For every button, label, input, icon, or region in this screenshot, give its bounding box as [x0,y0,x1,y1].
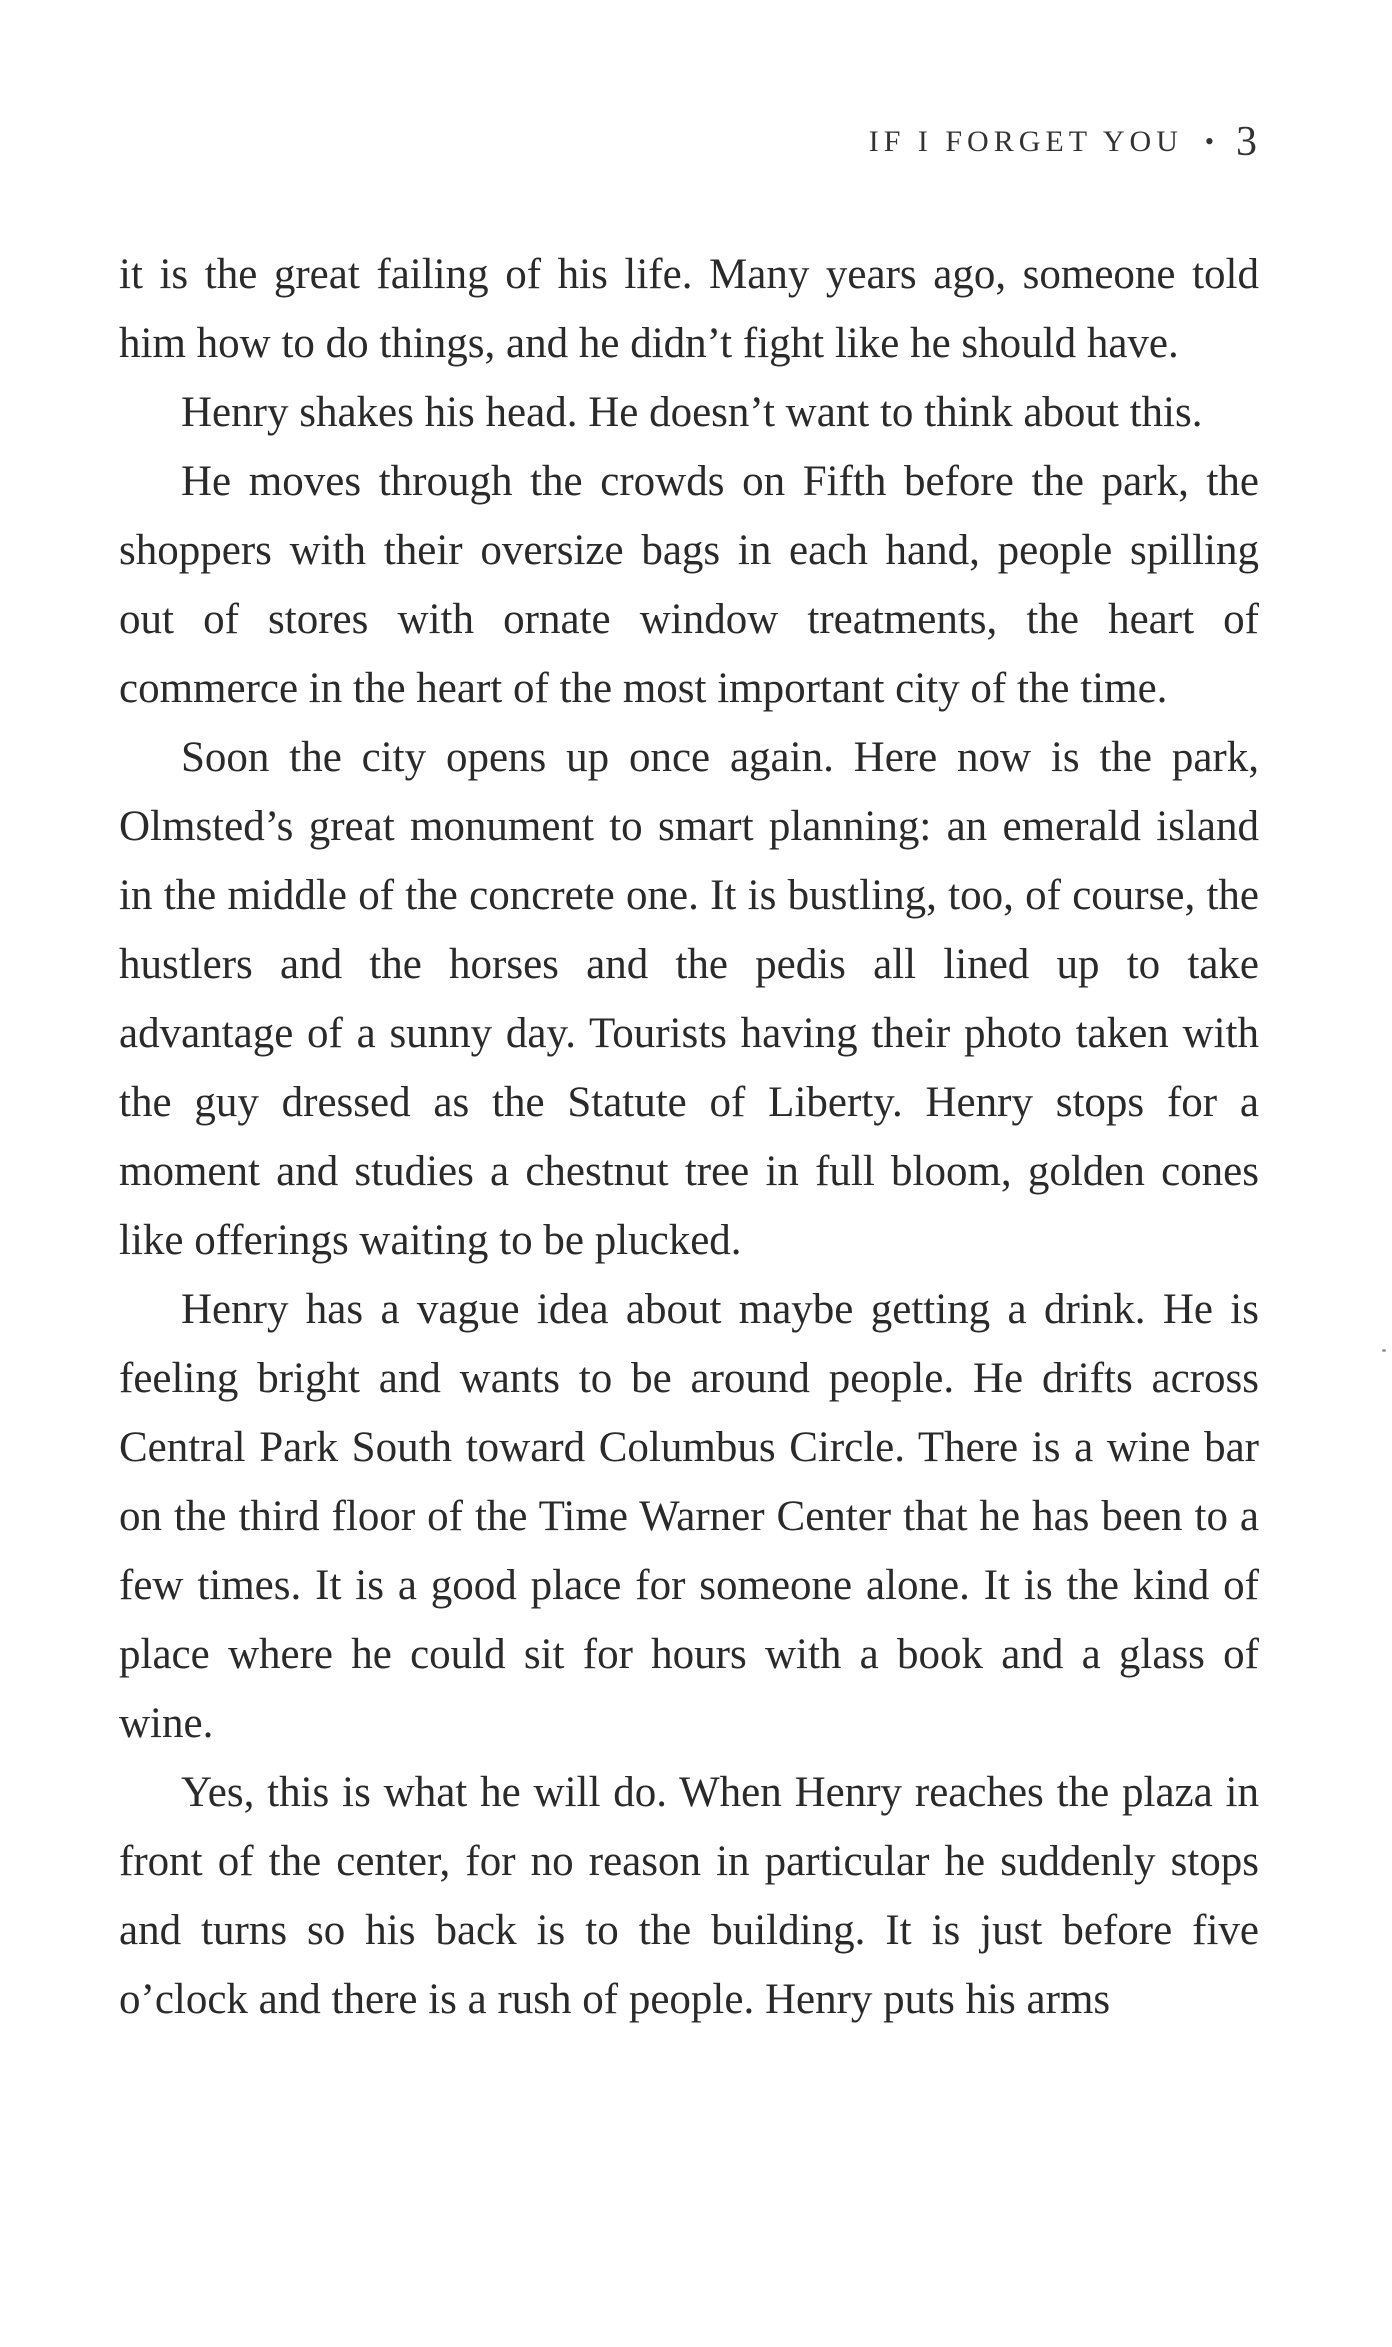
paragraph-6: Yes, this is what he will do. When Henry reaches the plaza in front of the center, for no reason in particular he suddenly stops and turns so his back is to the building. It is just before five o’clock and there is a rush of people. Henry puts his arms [119,1769,1259,2023]
running-head [869,118,1258,166]
paragraph-4: Soon the city opens up once again. Here now is the park, Olmsted’s great monument to smart planning: an emerald island in the middle of the concrete one. It is bustling, too, of course, the hustlers and the horses and the pedis all lined up to take advantage of a sunny day. Tourists having their photo taken with the guy dressed as the Statute of Liberty. Henry stops for a moment and studies a chestnut tree in full bloom, golden cones like offerings waiting to be plucked. [119,734,1259,1264]
body-text [119,240,1259,2034]
page-number: 3 [1236,119,1258,165]
scan-speck [1382,1349,1386,1352]
paragraph-1: it is the great failing of his life. Many years ago, someone told him how to do things, and he didn’t fight like he should have. [119,251,1259,367]
header-separator: • [1204,127,1214,156]
running-title: IF I FORGET YOU [868,125,1183,158]
paragraph-5: Henry has a vague idea about maybe getting a drink. He is feeling bright and wants to be around people. He drifts across Central Park South toward Columbus Circle. There is a wine bar on the third floor of the Time Warner Center that he has been to a few times. It is a good place for someone alone. It is the kind of place where he could sit for hours with a book and a glass of wine. [119,1286,1259,1747]
paragraph-3: He moves through the crowds on Fifth before the park, the shoppers with their oversize bags in each hand, people spilling out of stores with ornate window treatments, the heart of commerce in the heart of the most important city of the time. [119,458,1259,712]
paragraph-2: Henry shakes his head. He doesn’t want to think about this. [181,389,1203,436]
